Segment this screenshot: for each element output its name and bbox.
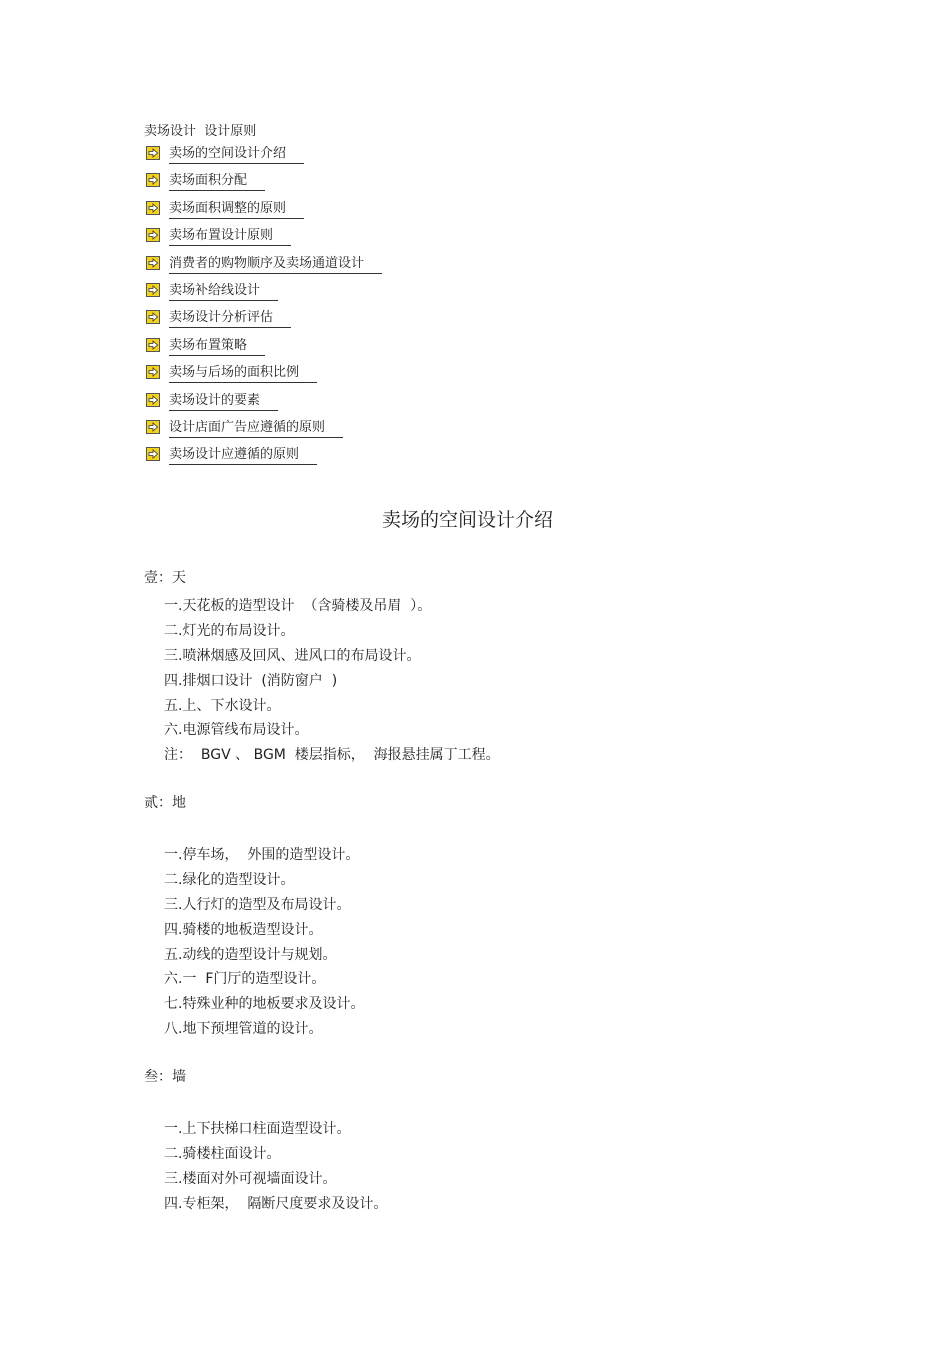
arrow-right-icon bbox=[146, 393, 160, 407]
list-item: 五.上、下水设计。 bbox=[164, 697, 281, 714]
list-item: 三.人行灯的造型及布局设计。 bbox=[164, 896, 351, 913]
section-heading-sky: 壹：天 bbox=[144, 570, 186, 586]
section-list-ground bbox=[164, 844, 364, 1043]
toc-link[interactable]: 卖场设计的要素 bbox=[169, 392, 278, 411]
list-item: 六.一 F门厅的造型设计。 bbox=[164, 971, 326, 988]
toc-link[interactable]: 卖场面积调整的原则 bbox=[169, 200, 304, 219]
toc-item bbox=[146, 419, 382, 446]
toc-link[interactable]: 设计店面广告应遵循的原则 bbox=[169, 419, 343, 438]
toc-link[interactable]: 卖场布置设计原则 bbox=[169, 227, 291, 246]
toc-item bbox=[146, 172, 382, 199]
toc-item bbox=[146, 227, 382, 254]
toc-link[interactable]: 卖场面积分配 bbox=[169, 172, 265, 191]
arrow-right-icon bbox=[146, 420, 160, 434]
toc-link[interactable]: 卖场设计应遵循的原则 bbox=[169, 446, 317, 465]
toc-item bbox=[146, 200, 382, 227]
list-item: 三.喷淋烟感及回风、进风口的布局设计。 bbox=[164, 647, 421, 664]
toc-item bbox=[146, 282, 382, 309]
list-item: 四.排烟口设计 (消防窗户 ) bbox=[164, 672, 338, 689]
section-list-sky bbox=[164, 595, 500, 769]
toc-item bbox=[146, 364, 382, 391]
arrow-right-icon bbox=[146, 365, 160, 379]
list-item: 七.特殊业种的地板要求及设计。 bbox=[164, 996, 365, 1013]
toc-link[interactable]: 卖场设计分析评估 bbox=[169, 309, 291, 328]
arrow-right-icon bbox=[146, 283, 160, 297]
arrow-right-icon bbox=[146, 201, 160, 215]
arrow-right-icon bbox=[146, 173, 160, 187]
list-item: 二.骑楼柱面设计。 bbox=[164, 1145, 281, 1162]
list-item: 一.停车场， 外围的造型设计。 bbox=[164, 847, 360, 863]
toc-link[interactable]: 卖场与后场的面积比例 bbox=[169, 364, 317, 383]
list-item: 二.灯光的布局设计。 bbox=[164, 622, 295, 639]
section-heading-wall: 叁：墙 bbox=[144, 1069, 186, 1085]
section-heading-ground: 贰：地 bbox=[144, 795, 186, 811]
arrow-right-icon bbox=[146, 256, 160, 270]
list-item: 六.电源管线布局设计。 bbox=[164, 722, 309, 739]
toc-link[interactable]: 消费者的购物顺序及卖场通道设计 bbox=[169, 255, 382, 274]
toc-link[interactable]: 卖场补给线设计 bbox=[169, 282, 278, 301]
list-item: 一.上下扶梯口柱面造型设计。 bbox=[164, 1121, 351, 1137]
list-item: 三.楼面对外可视墙面设计。 bbox=[164, 1170, 337, 1187]
article-title: 卖场的空间设计介绍 bbox=[381, 509, 553, 531]
table-of-contents bbox=[146, 145, 382, 474]
toc-item bbox=[146, 145, 382, 172]
toc-item bbox=[146, 446, 382, 473]
list-item: 二.绿化的造型设计。 bbox=[164, 871, 295, 888]
arrow-right-icon bbox=[146, 338, 160, 352]
arrow-right-icon bbox=[146, 447, 160, 461]
list-item: 八.地下预埋管道的设计。 bbox=[164, 1021, 323, 1038]
toc-item bbox=[146, 337, 382, 364]
toc-item bbox=[146, 309, 382, 336]
list-item: 四.专柜架， 隔断尺度要求及设计。 bbox=[164, 1195, 388, 1212]
list-item: 四.骑楼的地板造型设计。 bbox=[164, 921, 323, 938]
toc-item bbox=[146, 392, 382, 419]
toc-item bbox=[146, 255, 382, 282]
arrow-right-icon bbox=[146, 146, 160, 160]
toc-link[interactable]: 卖场的空间设计介绍 bbox=[169, 145, 304, 164]
toc-link[interactable]: 卖场布置策略 bbox=[169, 337, 265, 356]
section-list-wall bbox=[164, 1118, 387, 1218]
arrow-right-icon bbox=[146, 228, 160, 242]
breadcrumb: 卖场设计 设计原则 bbox=[144, 124, 257, 139]
list-item: 注： BGV 、 BGM 楼层指标， 海报悬挂属丁工程。 bbox=[164, 747, 500, 764]
list-item: 五.动线的造型设计与规划。 bbox=[164, 946, 337, 963]
arrow-right-icon bbox=[146, 310, 160, 324]
list-item: 一.天花板的造型设计 （含骑楼及吊眉 ）。 bbox=[164, 598, 432, 614]
